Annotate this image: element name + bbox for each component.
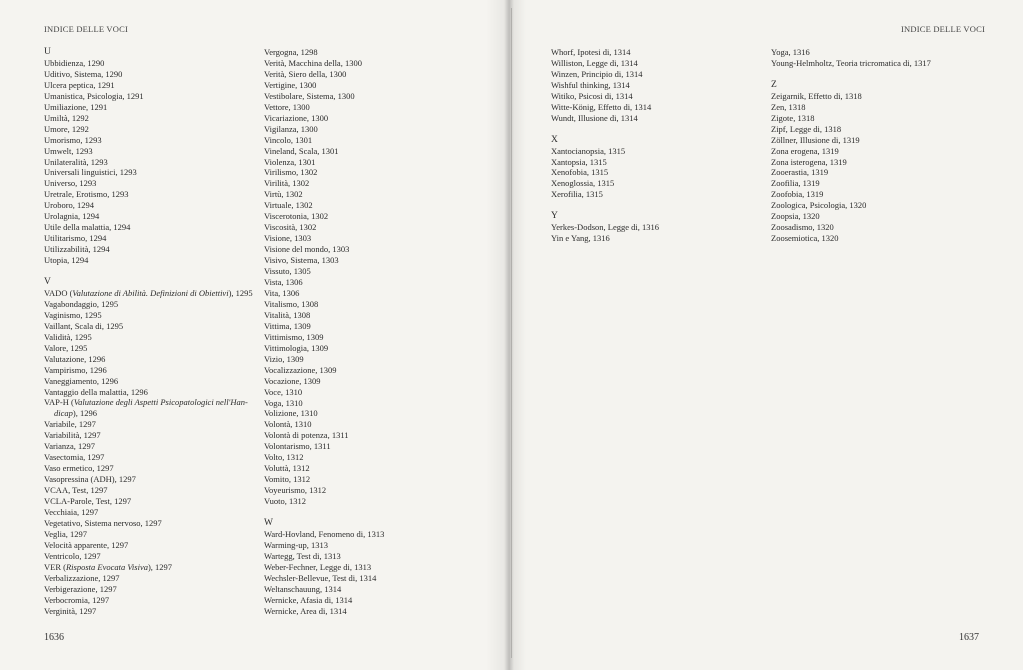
index-entry-text: Winzen, Principio di, 1314 [551, 68, 643, 79]
index-entry-text: Umiliazione, 1291 [44, 101, 108, 112]
index-entry-text: Utilizzabilità, 1294 [44, 244, 110, 255]
index-entry-text: Varianza, 1297 [44, 441, 95, 452]
index-entry-text: Visione del mondo, 1303 [264, 244, 350, 255]
index-entry [551, 157, 659, 168]
index-entry-text: Vissuto, 1305 [264, 266, 311, 277]
index-entry [44, 167, 253, 178]
right-column-1 [551, 47, 659, 244]
index-entry-text: Voga, 1310 [264, 397, 303, 408]
index-entry [264, 244, 384, 255]
index-entry [264, 485, 384, 496]
index-entry-text: Zöllner, Illusione di, 1319 [771, 134, 860, 145]
index-entry-text: Vittimologia, 1309 [264, 342, 329, 353]
index-entry [771, 189, 931, 200]
index-entry [264, 584, 384, 595]
index-entry-text: Utopia, 1294 [44, 255, 89, 266]
index-entry [44, 288, 253, 299]
section-letter-heading: Y [551, 211, 558, 222]
index-entry [264, 441, 384, 452]
index-entry-text: Umorismo, 1293 [44, 134, 102, 145]
index-entry-text: Wernicke, Area di, 1314 [264, 605, 347, 616]
index-entry-text: VER ( [44, 561, 66, 572]
index-entry-text: Virtù, 1302 [264, 189, 303, 200]
index-entry-text: Vineland, Scala, 1301 [264, 145, 339, 156]
index-entry [264, 573, 384, 584]
section-letter-heading: W [264, 517, 273, 528]
index-entry-text: Verbocromia, 1297 [44, 594, 110, 605]
index-entry [771, 47, 931, 58]
index-entry-text: Viscerotonia, 1302 [264, 211, 329, 222]
index-entry [44, 452, 253, 463]
index-entry [44, 430, 253, 441]
index-entry [551, 146, 659, 157]
right-column-2 [771, 47, 931, 244]
index-entry-text: Zoosemiotica, 1320 [771, 233, 839, 244]
index-entry-text: Zona erogena, 1319 [771, 145, 839, 156]
index-entry-text: Valore, 1295 [44, 342, 88, 353]
index-entry-text: Verbigerazione, 1297 [44, 583, 117, 594]
index-entry-text: Vocazione, 1309 [264, 375, 321, 386]
index-entry-italic: Risposta Evocata Visiva [65, 561, 148, 572]
index-entry [264, 200, 384, 211]
index-entry [264, 80, 384, 91]
index-entry [44, 540, 253, 551]
index-entry-text: Xenofobia, 1315 [551, 167, 609, 178]
left-page-number: 1636 [44, 632, 64, 643]
index-entry-text: Wechsler-Bellevue, Test di, 1314 [264, 572, 377, 583]
index-entry [44, 58, 253, 69]
index-entry [44, 321, 253, 332]
index-entry-text: Validità, 1295 [44, 331, 92, 342]
index-entry-text: Wishful thinking, 1314 [551, 79, 630, 90]
index-entry [264, 211, 384, 222]
index-entry [771, 135, 931, 146]
index-entry [264, 113, 384, 124]
index-entry-text: Volontà, 1310 [264, 419, 312, 430]
index-entry [44, 157, 253, 168]
index-entry [771, 233, 931, 244]
index-entry [771, 124, 931, 135]
index-entry-text: Umanistica, Psicologia, 1291 [44, 90, 144, 101]
index-entry [264, 562, 384, 573]
index-entry-text: Vergogna, 1298 [264, 47, 318, 57]
index-entry-text: Vincolo, 1301 [264, 134, 313, 145]
index-entry [44, 573, 253, 584]
index-entry-text: Verità, Siero della, 1300 [264, 68, 347, 79]
index-entry [44, 408, 253, 419]
index-entry [264, 189, 384, 200]
index-entry-text: Variabilità, 1297 [44, 430, 101, 441]
index-entry [264, 91, 384, 102]
index-entry-text: Wernicke, Afasia di, 1314 [264, 594, 353, 605]
index-entry [551, 167, 659, 178]
right-running-header: INDICE DELLE VOCI [901, 24, 985, 34]
index-entry [44, 551, 253, 562]
index-entry-text: Voluttà, 1312 [264, 463, 310, 474]
index-entry-text: Volizione, 1310 [264, 408, 318, 419]
index-entry-text: Zipf, Legge di, 1318 [771, 123, 842, 134]
index-entry-text: Universo, 1293 [44, 178, 97, 189]
index-entry-text: Xantopsia, 1315 [551, 156, 607, 167]
index-entry [264, 310, 384, 321]
index-entry-text: Zooerastia, 1319 [771, 167, 829, 178]
index-entry [44, 146, 253, 157]
index-entry [264, 540, 384, 551]
index-entry-text: Witte-König, Effetto di, 1314 [551, 101, 652, 112]
index-entry-text: Uroboro, 1294 [44, 200, 95, 211]
index-entry-text: Viscosità, 1302 [264, 222, 317, 233]
index-entry-text: Yoga, 1316 [771, 47, 810, 57]
index-entry [44, 299, 253, 310]
index-entry-text: Weber-Fechner, Legge di, 1313 [264, 561, 372, 572]
index-entry [264, 102, 384, 113]
index-entry [551, 47, 659, 58]
section-letter-heading: V [44, 277, 51, 287]
index-entry-text: Voyeurismo, 1312 [264, 485, 327, 496]
index-entry-text: Verità, Macchina della, 1300 [264, 57, 362, 68]
index-entry [771, 58, 931, 69]
index-entry-text: Unilateralità, 1293 [44, 156, 108, 167]
index-entry [44, 518, 253, 529]
index-entry [44, 562, 253, 573]
index-entry [771, 113, 931, 124]
right-page [506, 0, 1023, 670]
index-entry-text: Velocità apparente, 1297 [44, 539, 129, 550]
index-entry-text: Variabile, 1297 [44, 419, 96, 430]
index-entry-text: Young-Helmholtz, Teoria tricromatica di, 1317 [771, 57, 931, 68]
index-entry-text: Xerofilia, 1315 [551, 189, 603, 200]
index-entry-text: Virilità, 1302 [264, 178, 310, 189]
index-entry-italic: dicap [54, 408, 73, 419]
index-entry [264, 222, 384, 233]
index-entry-text: Vitalità, 1308 [264, 309, 311, 320]
index-entry [44, 343, 253, 354]
index-entry [264, 419, 384, 430]
section-letter-heading: U [44, 47, 51, 57]
index-entry-text: Yin e Yang, 1316 [551, 233, 610, 244]
index-entry [264, 178, 384, 189]
index-entry-text: Zona isterogena, 1319 [771, 156, 847, 167]
index-entry [551, 102, 659, 113]
index-entry [264, 463, 384, 474]
index-entry [44, 485, 253, 496]
index-entry [44, 233, 253, 244]
index-entry [264, 452, 384, 463]
index-entry [771, 222, 931, 233]
index-entry [44, 441, 253, 452]
index-entry-text: Virtuale, 1302 [264, 200, 313, 211]
index-entry [44, 80, 253, 91]
index-entry-text: VCAA, Test, 1297 [44, 485, 108, 496]
index-entry [264, 266, 384, 277]
section-spacer [551, 124, 659, 135]
index-entry [44, 69, 253, 80]
index-entry-text: Umwelt, 1293 [44, 145, 93, 156]
index-entry-text: Yerkes-Dodson, Legge di, 1316 [551, 222, 659, 233]
index-entry [551, 222, 659, 233]
index-entry [44, 91, 253, 102]
index-entry-italic: Valutazione degli Aspetti Psicopatologici nell'Han- [73, 397, 248, 408]
index-entry [264, 606, 384, 617]
index-entry-text: Volto, 1312 [264, 452, 304, 463]
index-entry-text: Vaillant, Scala di, 1295 [44, 320, 124, 331]
index-entry [264, 47, 384, 58]
index-entry [264, 146, 384, 157]
index-entry-text: Vittima, 1309 [264, 320, 311, 331]
index-entry-text: Vagabondaggio, 1295 [44, 298, 119, 309]
index-entry-text: Volontarismo, 1311 [264, 441, 331, 452]
index-entry-text: Zigote, 1318 [771, 112, 815, 123]
index-entry [264, 343, 384, 354]
index-entry [44, 397, 253, 408]
index-entry-text: Zoofilia, 1319 [771, 178, 820, 189]
index-entry [44, 113, 253, 124]
section-spacer [264, 507, 384, 518]
index-entry-text: Verginità, 1297 [44, 605, 97, 616]
index-entry-text: Vita, 1306 [264, 287, 300, 298]
index-entry [771, 146, 931, 157]
index-entry-text: Utile della malattia, 1294 [44, 222, 131, 233]
index-entry [264, 233, 384, 244]
index-entry-suffix: ), 1296 [72, 408, 97, 419]
index-entry-text: Wundt, Illusione di, 1314 [551, 112, 638, 123]
index-entry [264, 365, 384, 376]
index-entry [551, 69, 659, 80]
index-entry-text: Universali linguistici, 1293 [44, 167, 137, 178]
index-entry-text: Ventricolo, 1297 [44, 550, 101, 561]
index-entry-text: Vomito, 1312 [264, 474, 311, 485]
index-entry [44, 354, 253, 365]
left-running-header: INDICE DELLE VOCI [44, 24, 128, 34]
index-entry [771, 102, 931, 113]
index-entry-text: VCLA-Parole, Test, 1297 [44, 496, 132, 507]
index-entry [264, 288, 384, 299]
index-entry [264, 277, 384, 288]
index-entry-text: Wartegg, Test di, 1313 [264, 550, 341, 561]
index-entry-text: Weltanschauung, 1314 [264, 583, 342, 594]
index-entry [551, 189, 659, 200]
index-entry-text: Zoofobia, 1319 [771, 189, 824, 200]
index-entry-text: Verbalizzazione, 1297 [44, 572, 120, 583]
index-entry-text: Warming-up, 1313 [264, 539, 328, 550]
index-entry-text: Uretrale, Erotismo, 1293 [44, 189, 129, 200]
index-entry-text: Vasopressina (ADH), 1297 [44, 474, 136, 485]
index-entry [44, 178, 253, 189]
index-entry [44, 244, 253, 255]
index-entry [551, 91, 659, 102]
index-entry-text: Vista, 1306 [264, 277, 303, 288]
index-entry [44, 102, 253, 113]
index-entry-text: Xenoglossia, 1315 [551, 178, 615, 189]
index-entry [264, 387, 384, 398]
index-entry-text: Ward-Hovland, Fenomeno di, 1313 [264, 528, 385, 539]
index-entry [551, 113, 659, 124]
index-entry [44, 496, 253, 507]
index-entry [44, 135, 253, 146]
index-entry-text: Uditivo, Sistema, 1290 [44, 68, 123, 79]
index-entry-text: Vampirismo, 1296 [44, 364, 107, 375]
index-entry-text: Vaso ermetico, 1297 [44, 463, 114, 474]
index-entry [44, 365, 253, 376]
index-entry [44, 474, 253, 485]
index-entry-text: Valutazione, 1296 [44, 353, 106, 364]
index-entry [264, 58, 384, 69]
index-entry [264, 255, 384, 266]
index-entry-text: Vicariazione, 1300 [264, 112, 329, 123]
left-column-1 [44, 47, 253, 617]
index-entry [44, 124, 253, 135]
index-entry [44, 200, 253, 211]
index-entry-text: Veglia, 1297 [44, 528, 87, 539]
index-entry-text: Vasectomia, 1297 [44, 452, 105, 463]
index-entry [264, 496, 384, 507]
index-entry-text: Zoosadismo, 1320 [771, 222, 834, 233]
index-entry-text: Vaginismo, 1295 [44, 309, 102, 320]
index-entry [771, 211, 931, 222]
index-entry [264, 321, 384, 332]
index-entry [264, 529, 384, 540]
left-column-2 [264, 47, 384, 617]
index-entry [44, 595, 253, 606]
index-entry [264, 474, 384, 485]
index-entry [264, 551, 384, 562]
index-entry [551, 80, 659, 91]
index-entry-suffix: ), 1295 [228, 287, 253, 298]
index-entry-text: Ulcera peptica, 1291 [44, 79, 115, 90]
index-entry-text: Williston, Legge di, 1314 [551, 57, 638, 68]
index-entry [44, 507, 253, 518]
index-entry [44, 606, 253, 617]
index-entry-text: Vertigine, 1300 [264, 79, 317, 90]
index-entry-text: Vocalizzazione, 1309 [264, 364, 337, 375]
index-entry [264, 430, 384, 441]
index-entry [771, 157, 931, 168]
index-entry-text: Vegetativo, Sistema nervoso, 1297 [44, 517, 162, 528]
book-spine-line [511, 8, 512, 658]
index-entry-text: Witiko, Psicosi di, 1314 [551, 90, 633, 101]
index-entry-text: VADO ( [44, 287, 73, 298]
index-entry-text: Vaneggiamento, 1296 [44, 375, 119, 386]
index-entry-text: Zoologica, Psicologia, 1320 [771, 200, 867, 211]
index-entry-text: Vitalismo, 1308 [264, 298, 319, 309]
index-entry [771, 91, 931, 102]
index-entry [264, 398, 384, 409]
index-entry-text: Umore, 1292 [44, 123, 89, 134]
section-spacer [44, 266, 253, 277]
index-entry-text: Visione, 1303 [264, 233, 312, 244]
right-page-number: 1637 [959, 632, 979, 643]
index-entry [264, 354, 384, 365]
index-entry-italic: Valutazione di Abilità. Definizioni di Obiettivi [72, 287, 229, 298]
index-entry-text: Violenza, 1301 [264, 156, 316, 167]
index-entry-text: Vizio, 1309 [264, 353, 304, 364]
section-spacer [771, 69, 931, 80]
index-entry [44, 189, 253, 200]
index-entry [44, 529, 253, 540]
index-entry [44, 222, 253, 233]
section-letter-heading: Z [771, 79, 777, 90]
index-entry-text: Vestibolare, Sistema, 1300 [264, 90, 355, 101]
index-entry [44, 255, 253, 266]
index-entry [44, 376, 253, 387]
left-page [0, 0, 506, 670]
index-entry [264, 408, 384, 419]
index-entry-text: Whorf, Ipotesi di, 1314 [551, 47, 631, 57]
index-entry [771, 200, 931, 211]
index-entry [264, 376, 384, 387]
index-entry [44, 211, 253, 222]
index-entry [264, 167, 384, 178]
index-entry-text: Vigilanza, 1300 [264, 123, 318, 134]
index-entry [264, 299, 384, 310]
index-entry-text: Vittimismo, 1309 [264, 331, 324, 342]
index-entry-text: Vuoto, 1312 [264, 496, 306, 507]
index-entry-text: Zeigarnik, Effetto di, 1318 [771, 90, 862, 101]
index-entry-text: Zen, 1318 [771, 101, 806, 112]
index-entry [264, 332, 384, 343]
index-entry [44, 463, 253, 474]
index-entry-text: Umiltà, 1292 [44, 112, 89, 123]
index-entry-text: VAP-H ( [44, 397, 74, 408]
index-entry [264, 595, 384, 606]
index-entry [264, 124, 384, 135]
index-entry [264, 69, 384, 80]
index-entry [44, 310, 253, 321]
index-entry [44, 419, 253, 430]
section-spacer [551, 200, 659, 211]
index-entry [551, 58, 659, 69]
index-entry [551, 178, 659, 189]
index-entry-text: Volontà di potenza, 1311 [264, 430, 349, 441]
index-entry-text: Xantocianopsia, 1315 [551, 145, 626, 156]
index-entry-text: Urolagnia, 1294 [44, 211, 100, 222]
index-entry [771, 167, 931, 178]
index-entry-text: Vettore, 1300 [264, 101, 310, 112]
section-letter-heading: X [551, 134, 558, 145]
index-entry-text: Vecchiaia, 1297 [44, 507, 99, 518]
index-entry-suffix: ), 1297 [147, 561, 173, 572]
index-entry [771, 178, 931, 189]
index-entry [44, 332, 253, 343]
index-entry-text: Vantaggio della malattia, 1296 [44, 386, 148, 397]
index-entry-text: Visivo, Sistema, 1303 [264, 255, 339, 266]
index-entry-text: Virilismo, 1302 [264, 167, 318, 178]
index-entry [551, 233, 659, 244]
index-entry [264, 135, 384, 146]
index-entry-text: Zoopsia, 1320 [771, 211, 820, 222]
index-entry-text: Utilitarismo, 1294 [44, 233, 107, 244]
index-entry-text: Ubbidienza, 1290 [44, 57, 105, 68]
index-entry [44, 584, 253, 595]
index-entry-text: Voce, 1310 [264, 386, 303, 397]
index-entry [264, 157, 384, 168]
index-entry [44, 387, 253, 398]
